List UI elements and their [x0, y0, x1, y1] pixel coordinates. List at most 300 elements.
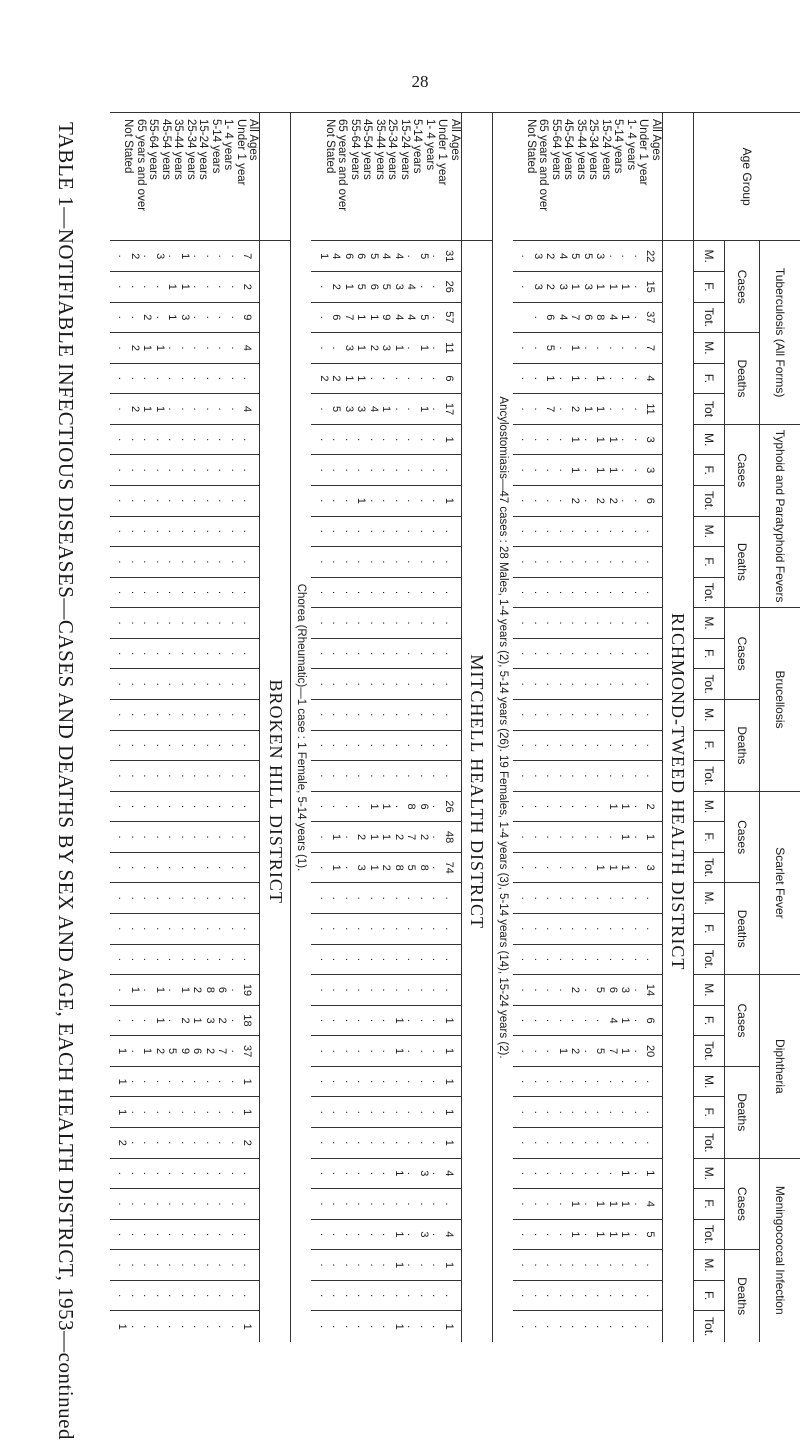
table-cell: .: [544, 883, 557, 913]
table-cell: .: [203, 792, 216, 822]
table-cell: .: [619, 241, 632, 271]
table-cell: .: [405, 731, 418, 761]
table-cell: .: [216, 1281, 229, 1311]
cases-header: Cases: [725, 608, 760, 700]
table-cell: 4: [644, 1189, 657, 1219]
table-cell: 7: [405, 822, 418, 852]
table-cell: .: [166, 364, 179, 394]
table-cell: 37: [241, 1036, 254, 1066]
table-cell: .: [405, 394, 418, 424]
table-cell: .: [141, 761, 154, 791]
age-group-label: 45-54 years: [361, 119, 374, 240]
deaths-header: Deaths: [725, 699, 760, 791]
table-cell: 1: [166, 303, 179, 333]
table-cell: .: [330, 1097, 343, 1127]
table-cell: .: [519, 914, 532, 944]
table-cell: .: [631, 639, 644, 669]
table-cell: .: [330, 1281, 343, 1311]
table-cell: 7: [644, 333, 657, 363]
table-cell: .: [128, 669, 141, 699]
table-cell: .: [519, 608, 532, 638]
value-column: [110, 485, 260, 516]
value-column: [110, 394, 260, 425]
table-cell: .: [116, 241, 129, 271]
total-header: Tot.: [694, 1036, 725, 1067]
table-cell: .: [216, 1250, 229, 1280]
table-cell: .: [216, 883, 229, 913]
table-cell: .: [631, 1281, 644, 1311]
value-column: [513, 1097, 663, 1128]
table-cell: 1: [581, 394, 594, 424]
table-cell: .: [531, 761, 544, 791]
table-cell: .: [631, 272, 644, 302]
value-column: [513, 1005, 663, 1036]
table-cell: .: [228, 883, 241, 913]
value-column: [311, 822, 461, 853]
table-cell: .: [417, 1006, 430, 1036]
table-cell: .: [228, 945, 241, 975]
table-cell: 5: [380, 272, 393, 302]
table-cell: .: [442, 761, 455, 791]
table-cell: 1: [380, 822, 393, 852]
table-cell: .: [241, 761, 254, 791]
table-cell: .: [241, 1281, 254, 1311]
table-cell: .: [216, 1128, 229, 1158]
table-cell: .: [367, 547, 380, 577]
table-cell: .: [355, 517, 368, 547]
table-cell: 15: [644, 272, 657, 302]
sex-male-header: M.: [694, 1066, 725, 1097]
table-cell: 1: [392, 1036, 405, 1066]
table-cell: .: [544, 792, 557, 822]
table-cell: .: [619, 394, 632, 424]
table-cell: 17: [442, 394, 455, 424]
table-cell: .: [430, 486, 443, 516]
table-cell: .: [380, 1159, 393, 1189]
table-cell: .: [417, 639, 430, 669]
table-cell: 1: [392, 1006, 405, 1036]
table-cell: .: [191, 455, 204, 485]
value-column: [311, 516, 461, 547]
table-cell: .: [569, 1159, 582, 1189]
table-cell: .: [531, 1250, 544, 1280]
table-cell: .: [631, 455, 644, 485]
table-cell: 1: [380, 792, 393, 822]
table-cell: .: [342, 1036, 355, 1066]
age-group-label: 1- 4 years: [222, 119, 235, 240]
table-cell: .: [581, 669, 594, 699]
table-cell: .: [330, 608, 343, 638]
age-group-label: Under 1 year: [436, 119, 449, 240]
table-cell: .: [228, 333, 241, 363]
table-cell: .: [569, 547, 582, 577]
table-cell: .: [203, 731, 216, 761]
table-cell: .: [594, 700, 607, 730]
table-cell: .: [355, 639, 368, 669]
table-cell: .: [116, 1250, 129, 1280]
age-group-label: 25-34 years: [184, 119, 197, 240]
table-cell: .: [644, 578, 657, 608]
table-cell: .: [241, 669, 254, 699]
table-cell: .: [166, 1097, 179, 1127]
table-cell: 3: [380, 333, 393, 363]
table-cell: .: [380, 1281, 393, 1311]
value-column: [513, 485, 663, 516]
table-cell: .: [141, 517, 154, 547]
table-cell: .: [203, 455, 216, 485]
table-cell: .: [519, 1097, 532, 1127]
table-cell: .: [355, 1128, 368, 1158]
table-cell: .: [153, 1159, 166, 1189]
table-cell: .: [519, 1067, 532, 1097]
table-cell: .: [355, 1311, 368, 1342]
table-cell: .: [178, 1220, 191, 1250]
table-cell: .: [166, 394, 179, 424]
table-cell: .: [191, 883, 204, 913]
table-cell: .: [317, 578, 330, 608]
value-column: [513, 852, 663, 883]
caption-spacer: [260, 113, 291, 241]
value-column: [311, 852, 461, 883]
table-cell: .: [405, 1189, 418, 1219]
table-cell: 4: [556, 303, 569, 333]
table-cell: 1: [619, 822, 632, 852]
table-cell: .: [417, 425, 430, 455]
table-cell: 1: [569, 364, 582, 394]
table-cell: .: [367, 1036, 380, 1066]
table-cell: .: [191, 303, 204, 333]
table-cell: 26: [442, 792, 455, 822]
table-cell: .: [430, 1250, 443, 1280]
table-cell: .: [581, 1250, 594, 1280]
table-cell: .: [166, 1067, 179, 1097]
table-cell: .: [569, 792, 582, 822]
table-cell: .: [178, 639, 191, 669]
table-cell: .: [581, 945, 594, 975]
table-cell: 22: [644, 241, 657, 271]
table-cell: .: [417, 1097, 430, 1127]
table-cell: .: [606, 700, 619, 730]
table-cell: .: [203, 578, 216, 608]
table-cell: .: [241, 945, 254, 975]
table-cell: 1: [594, 425, 607, 455]
table-cell: .: [405, 761, 418, 791]
table-cell: .: [594, 517, 607, 547]
table-cell: .: [166, 700, 179, 730]
value-column: [110, 1219, 260, 1250]
value-column: [311, 1097, 461, 1128]
table-cell: .: [128, 425, 141, 455]
table-cell: .: [153, 1189, 166, 1219]
table-cell: 1: [141, 333, 154, 363]
table-cell: .: [203, 272, 216, 302]
table-cell: 5: [644, 1220, 657, 1250]
table-cell: .: [141, 1128, 154, 1158]
table-cell: .: [128, 1220, 141, 1250]
table-cell: 2: [380, 853, 393, 883]
value-column: [311, 1066, 461, 1097]
table-cell: .: [367, 1220, 380, 1250]
table-cell: .: [442, 639, 455, 669]
cases-header: Cases: [725, 975, 760, 1067]
table-cell: .: [203, 364, 216, 394]
table-cell: .: [317, 272, 330, 302]
table-cell: .: [430, 272, 443, 302]
table-cell: .: [569, 639, 582, 669]
value-column: [110, 1250, 260, 1281]
table-cell: .: [556, 1281, 569, 1311]
value-column: [110, 1005, 260, 1036]
age-group-label: 5-14 years: [411, 119, 424, 240]
table-cell: .: [116, 486, 129, 516]
table-cell: .: [380, 761, 393, 791]
table-cell: .: [606, 883, 619, 913]
table-cell: .: [216, 517, 229, 547]
table-cell: .: [367, 608, 380, 638]
table-cell: .: [166, 731, 179, 761]
table-cell: .: [631, 700, 644, 730]
table-cell: .: [442, 700, 455, 730]
table-cell: 1: [606, 425, 619, 455]
table-cell: 4: [392, 241, 405, 271]
table-cell: .: [153, 364, 166, 394]
table-cell: .: [216, 1311, 229, 1342]
table-cell: .: [544, 547, 557, 577]
table-cell: 2: [544, 241, 557, 271]
table-cell: 2: [203, 1036, 216, 1066]
value-column: [513, 1158, 663, 1189]
table-cell: .: [141, 1281, 154, 1311]
table-cell: .: [430, 1097, 443, 1127]
table-cell: .: [556, 1250, 569, 1280]
table-cell: .: [544, 1006, 557, 1036]
table-cell: .: [342, 1067, 355, 1097]
table-cell: .: [367, 486, 380, 516]
table-cell: .: [228, 639, 241, 669]
table-cell: .: [128, 578, 141, 608]
table-cell: .: [531, 1311, 544, 1342]
table-cell: .: [203, 822, 216, 852]
table-cell: .: [216, 945, 229, 975]
table-cell: .: [556, 1128, 569, 1158]
table-cell: .: [166, 333, 179, 363]
table-cell: .: [228, 669, 241, 699]
table-cell: .: [367, 1097, 380, 1127]
table-cell: .: [342, 1189, 355, 1219]
table-cell: .: [228, 272, 241, 302]
table-cell: .: [631, 578, 644, 608]
value-column: [110, 975, 260, 1006]
table-cell: .: [128, 1036, 141, 1066]
table-cell: 3: [355, 853, 368, 883]
table-cell: .: [128, 883, 141, 913]
table-cell: .: [367, 731, 380, 761]
table-cell: .: [191, 394, 204, 424]
table-cell: .: [544, 700, 557, 730]
table-cell: .: [581, 1281, 594, 1311]
table-cell: 48: [442, 822, 455, 852]
table-cell: 4: [241, 333, 254, 363]
sex-female-header: F.: [694, 363, 725, 394]
value-column: [311, 241, 461, 272]
table-cell: .: [241, 883, 254, 913]
table-cell: 1: [619, 303, 632, 333]
table-cell: 1: [178, 241, 191, 271]
table-cell: .: [178, 1250, 191, 1280]
table-cell: .: [191, 1097, 204, 1127]
disease-table: [110, 112, 800, 1342]
value-column: [513, 791, 663, 822]
table-cell: 1: [367, 792, 380, 822]
table-cell: .: [581, 1036, 594, 1066]
table-cell: .: [116, 1220, 129, 1250]
table-cell: .: [367, 1006, 380, 1036]
table-cell: .: [330, 761, 343, 791]
table-cell: .: [430, 1189, 443, 1219]
table-cell: 1: [594, 272, 607, 302]
table-cell: .: [241, 639, 254, 669]
table-cell: .: [178, 700, 191, 730]
total-header: Tot.: [694, 577, 725, 608]
table-cell: 1: [619, 1189, 632, 1219]
table-cell: .: [380, 639, 393, 669]
table-cell: .: [581, 761, 594, 791]
table-cell: 2: [216, 1006, 229, 1036]
table-cell: .: [203, 669, 216, 699]
table-cell: .: [342, 486, 355, 516]
table-cell: .: [594, 1311, 607, 1342]
table-cell: .: [619, 333, 632, 363]
table-cell: .: [594, 1250, 607, 1280]
table-cell: .: [417, 669, 430, 699]
table-cell: .: [342, 608, 355, 638]
district-caption: RICHMOND-TWEED HEALTH DISTRICT: [663, 241, 694, 1342]
table-cell: 3: [342, 333, 355, 363]
table-cell: .: [203, 761, 216, 791]
table-cell: .: [355, 455, 368, 485]
table-cell: .: [116, 1006, 129, 1036]
value-column: [513, 730, 663, 761]
table-cell: .: [631, 303, 644, 333]
district-caption: BROKEN HILL DISTRICT: [260, 241, 291, 1342]
table-cell: .: [430, 1281, 443, 1311]
table-cell: .: [392, 517, 405, 547]
table-cell: .: [556, 1067, 569, 1097]
table-cell: .: [116, 1189, 129, 1219]
table-cell: .: [203, 608, 216, 638]
table-cell: 3: [619, 975, 632, 1005]
table-cell: 3: [581, 272, 594, 302]
sex-male-header: M.: [694, 608, 725, 639]
table-cell: .: [203, 303, 216, 333]
table-cell: .: [581, 364, 594, 394]
table-cell: .: [367, 364, 380, 394]
value-column: [110, 424, 260, 455]
table-cell: .: [216, 303, 229, 333]
table-cell: 4: [330, 241, 343, 271]
table-cell: .: [166, 517, 179, 547]
table-cell: 5: [417, 241, 430, 271]
table-cell: .: [367, 1067, 380, 1097]
value-column: [110, 608, 260, 639]
table-cell: .: [191, 272, 204, 302]
table-cell: .: [203, 1128, 216, 1158]
table-cell: .: [367, 975, 380, 1005]
table-cell: 1: [342, 272, 355, 302]
table-cell: 1: [317, 241, 330, 271]
value-column: [110, 241, 260, 272]
table-cell: .: [116, 853, 129, 883]
table-cell: .: [405, 1220, 418, 1250]
table-cell: .: [405, 1281, 418, 1311]
table-cell: .: [581, 547, 594, 577]
disease-header: Scarlet Fever: [760, 791, 800, 974]
table-cell: .: [544, 578, 557, 608]
table-cell: 1: [644, 1159, 657, 1189]
table-cell: 1: [556, 1036, 569, 1066]
table-cell: .: [330, 1159, 343, 1189]
table-cell: 2: [317, 364, 330, 394]
table-cell: .: [392, 547, 405, 577]
table-cell: .: [317, 945, 330, 975]
table-cell: 6: [367, 272, 380, 302]
value-column: [311, 1280, 461, 1311]
table-cell: .: [544, 975, 557, 1005]
table-cell: .: [228, 1281, 241, 1311]
table-cell: .: [631, 822, 644, 852]
table-cell: .: [606, 517, 619, 547]
table-cell: .: [417, 945, 430, 975]
table-cell: .: [556, 945, 569, 975]
table-cell: 5: [166, 1036, 179, 1066]
table-cell: 5: [581, 241, 594, 271]
table-cell: .: [531, 975, 544, 1005]
table-cell: .: [128, 639, 141, 669]
table-cell: .: [544, 1159, 557, 1189]
table-cell: .: [392, 1067, 405, 1097]
table-cell: .: [392, 639, 405, 669]
table-cell: .: [128, 914, 141, 944]
value-column: [513, 1280, 663, 1311]
table-cell: .: [128, 1097, 141, 1127]
table-cell: .: [128, 364, 141, 394]
value-column: [311, 363, 461, 394]
value-column: [311, 1158, 461, 1189]
table-cell: .: [556, 1159, 569, 1189]
value-column: [110, 730, 260, 761]
table-cell: 1: [128, 975, 141, 1005]
table-cell: 2: [569, 975, 582, 1005]
table-cell: .: [594, 1128, 607, 1158]
table-cell: .: [569, 517, 582, 547]
table-cell: 1: [355, 303, 368, 333]
table-cell: .: [430, 669, 443, 699]
table-cell: 2: [355, 822, 368, 852]
table-cell: .: [116, 364, 129, 394]
table-cell: .: [342, 547, 355, 577]
page-number: 28: [390, 72, 450, 92]
caption-spacer: [663, 113, 694, 241]
table-cell: .: [355, 1159, 368, 1189]
table-cell: .: [203, 425, 216, 455]
table-cell: .: [581, 975, 594, 1005]
value-column: [110, 547, 260, 578]
table-cell: .: [228, 853, 241, 883]
table-cell: .: [544, 1067, 557, 1097]
sex-female-header: F.: [694, 547, 725, 578]
value-column: [513, 1219, 663, 1250]
table-cell: 1: [191, 1006, 204, 1036]
